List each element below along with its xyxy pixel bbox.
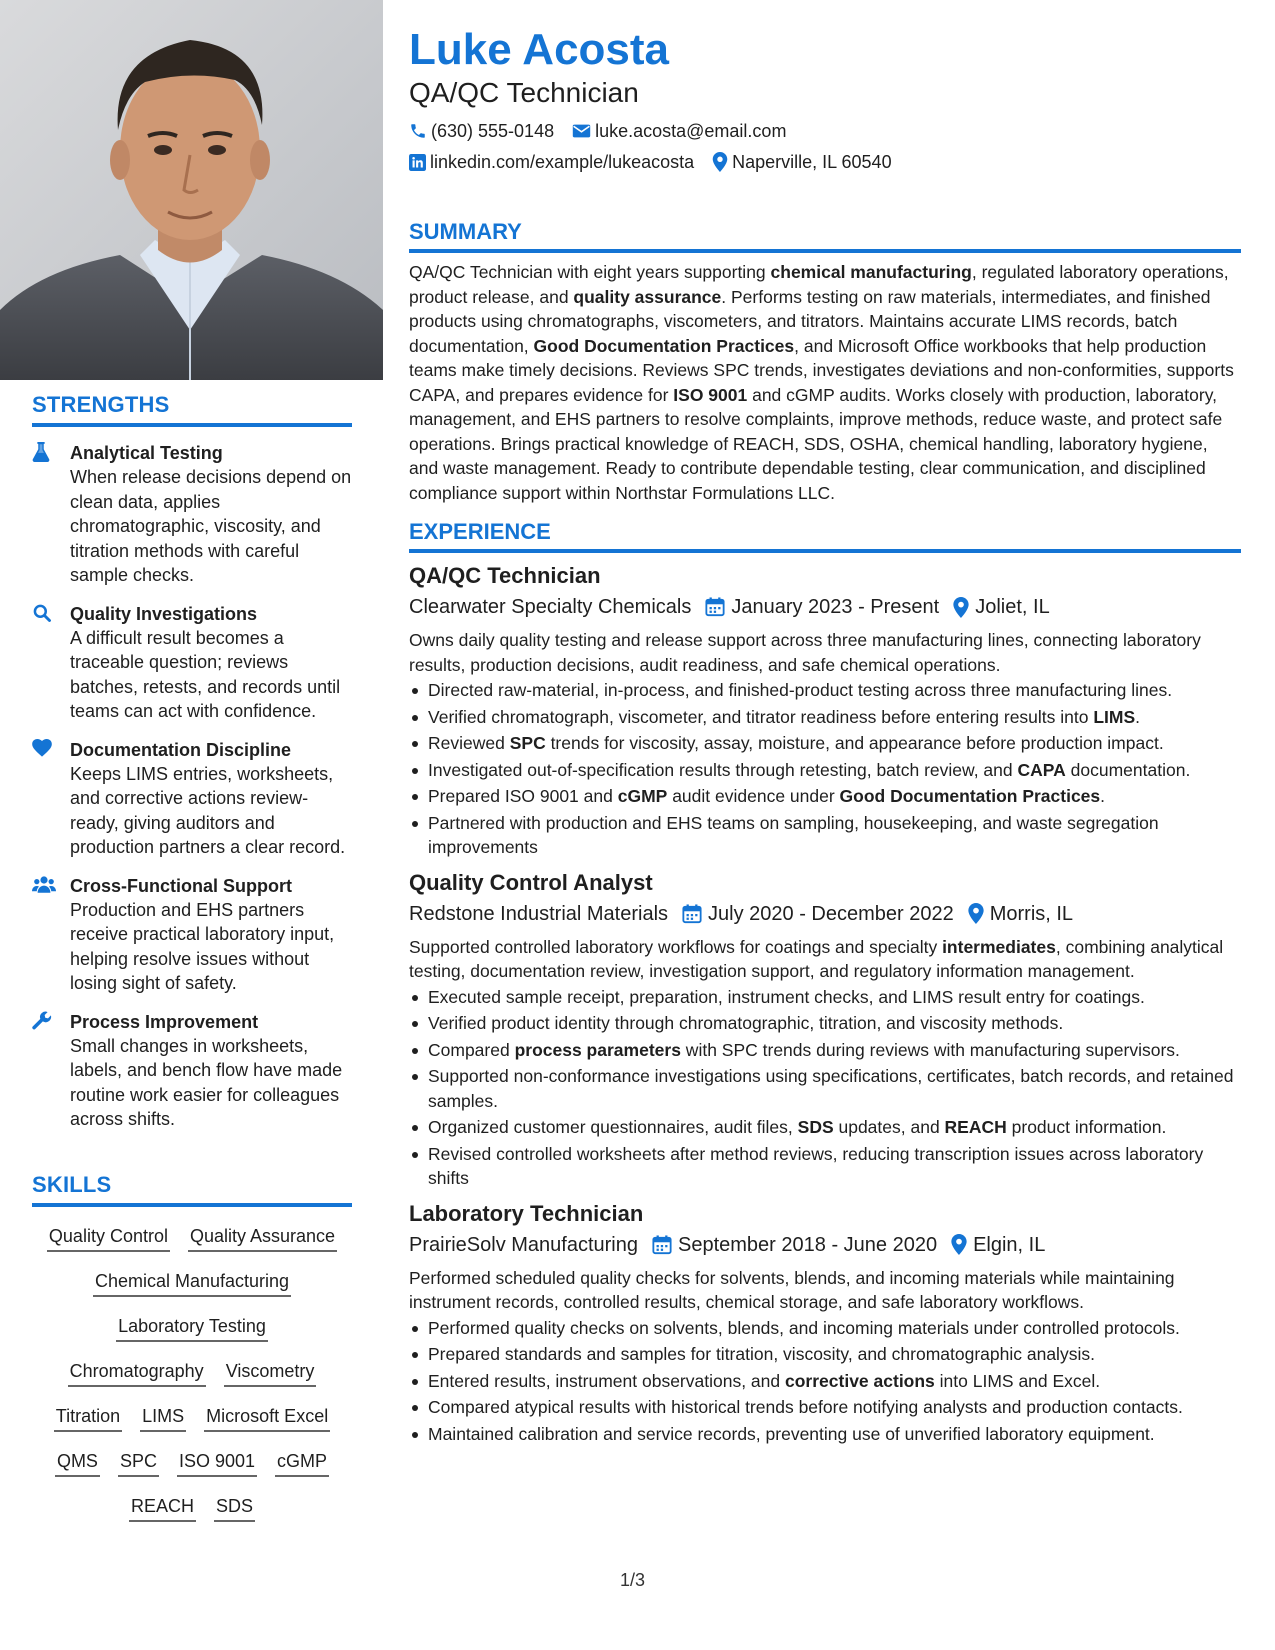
- list-item: Compared process parameters with SPC trends during reviews with manufacturing supervisors.: [409, 1038, 1241, 1063]
- jobs-list: [409, 561, 1241, 1446]
- strength-name: Cross-Functional Support: [70, 875, 292, 896]
- job-dates: [652, 1230, 937, 1260]
- strength-name: Process Improvement: [70, 1011, 259, 1032]
- job-location: [953, 592, 1049, 622]
- skill-tag: Titration: [54, 1404, 122, 1432]
- skill-tag: cGMP: [275, 1449, 329, 1477]
- location-contact: [712, 149, 891, 175]
- list-item: Revised controlled worksheets after method reviews, reducing transcription issues across laboratory shifts: [409, 1142, 1241, 1191]
- left-column: [0, 0, 383, 1650]
- skill-tag: Chromatography: [68, 1359, 206, 1387]
- profile-photo: [0, 0, 383, 380]
- list-item: Organized customer questionnaires, audit files, SDS updates, and REACH product information.: [409, 1115, 1241, 1140]
- job-bullets: [409, 678, 1241, 860]
- skill-tag: ISO 9001: [177, 1449, 257, 1477]
- calendar-icon: [705, 597, 725, 617]
- linkedin-contact[interactable]: [409, 149, 694, 175]
- list-item: Reviewed SPC trends for viscosity, assay, moisture, and appearance before production impact.: [409, 731, 1241, 756]
- flask-icon: [32, 441, 70, 588]
- list-item: Entered results, instrument observations, and corrective actions into LIMS and Excel.: [409, 1369, 1241, 1394]
- strength-description: Small changes in worksheets, labels, and bench flow have made routine work easier for colleagues across shifts.: [70, 1035, 343, 1129]
- strengths-heading: STRENGTHS: [32, 392, 352, 427]
- job-dates-text: July 2020 - December 2022: [708, 902, 954, 925]
- phone-icon: [409, 122, 427, 140]
- list-item: Directed raw-material, in-process, and finished-product testing across three manufacturing lines.: [409, 678, 1241, 703]
- skills-section: [32, 1172, 352, 1530]
- strength-description: Production and EHS partners receive practical laboratory input, helping resolve issues without losing sight of safety.: [70, 899, 335, 993]
- job-meta: [409, 592, 1241, 622]
- job-meta: [409, 1230, 1241, 1260]
- calendar-icon: [682, 904, 702, 924]
- list-item: Executed sample receipt, preparation, instrument checks, and LIMS result entry for coatings.: [409, 985, 1241, 1010]
- job-location: [951, 1230, 1045, 1260]
- location-text: Naperville, IL 60540: [732, 152, 892, 172]
- skill-row: [32, 1215, 352, 1260]
- skill-row: [32, 1440, 352, 1485]
- skill-tag: QMS: [55, 1449, 100, 1477]
- job-description: Supported controlled laboratory workflows for coatings and specialty intermediates, combining analytical testing, documentation review, investigation support, and regulatory information management.: [409, 936, 1224, 981]
- candidate-role: QA/QC Technician: [409, 77, 639, 108]
- job-dates-text: January 2023 - Present: [731, 596, 940, 618]
- skills-list: [32, 1215, 352, 1530]
- summary-section: [409, 219, 1241, 505]
- contact-row-2: [409, 149, 1241, 175]
- map-pin-icon: [712, 152, 728, 172]
- job-title: Laboratory Technician: [409, 1200, 644, 1226]
- job-description: Owns daily quality testing and release support across three manufacturing lines, connecting laboratory results, production decisions, audit readiness, and safe chemical operations.: [409, 630, 1201, 675]
- strength-item: [32, 1010, 352, 1132]
- map-pin-icon: [968, 903, 984, 924]
- skill-tag: Chemical Manufacturing: [93, 1269, 291, 1297]
- skill-tag: REACH: [129, 1494, 196, 1522]
- job-dates: [682, 899, 954, 929]
- skill-tag: Quality Assurance: [188, 1224, 337, 1252]
- strength-item: [32, 738, 352, 860]
- skill-tag: SDS: [214, 1494, 255, 1522]
- skill-tag: LIMS: [140, 1404, 186, 1432]
- phone-contact[interactable]: [409, 118, 554, 144]
- strength-name: Documentation Discipline: [70, 739, 292, 760]
- users-icon: [32, 874, 70, 996]
- job-title: QA/QC Technician: [409, 563, 601, 588]
- linkedin-text: linkedin.com/example/lukeacosta: [430, 152, 695, 172]
- envelope-icon: [572, 123, 591, 139]
- linkedin-icon: [409, 154, 426, 171]
- job-entry: [409, 868, 1241, 1191]
- strength-item: [32, 602, 352, 724]
- job-company: Redstone Industrial Materials: [409, 902, 669, 925]
- job-bullets: [409, 1316, 1241, 1447]
- page-number: 1/3: [620, 1570, 646, 1590]
- skill-tag: Viscometry: [224, 1359, 317, 1387]
- skill-row: [32, 1305, 352, 1350]
- skill-tag: SPC: [118, 1449, 159, 1477]
- job-entry: [409, 1199, 1241, 1447]
- right-column: [409, 24, 1241, 1448]
- skill-tag: Laboratory Testing: [116, 1314, 268, 1342]
- strengths-section: [32, 392, 352, 1132]
- list-item: Performed quality checks on solvents, blends, and incoming materials under controlled protocols.: [409, 1316, 1241, 1341]
- calendar-icon: [652, 1235, 672, 1255]
- list-item: Verified product identity through chromatographic, titration, and viscosity methods.: [409, 1011, 1241, 1036]
- skill-row: [32, 1260, 352, 1305]
- strength-description: When release decisions depend on clean data, applies chromatographic, viscosity, and titration methods with careful sample checks.: [70, 467, 352, 585]
- list-item: Compared atypical results with historical trends before notifying analysts and production contacts.: [409, 1395, 1241, 1420]
- list-item: Investigated out-of-specification results through retesting, batch review, and CAPA documentation.: [409, 758, 1241, 783]
- job-meta: [409, 899, 1241, 929]
- job-bullets: [409, 985, 1241, 1191]
- skills-heading: SKILLS: [32, 1172, 352, 1207]
- skill-tag: Quality Control: [47, 1224, 170, 1252]
- strength-name: Quality Investigations: [70, 603, 258, 624]
- heart-icon: [32, 738, 70, 860]
- list-item: Supported non-conformance investigations using specifications, certificates, batch records, and retained samples.: [409, 1064, 1241, 1113]
- map-pin-icon: [953, 597, 969, 618]
- job-location-text: Elgin, IL: [973, 1233, 1046, 1256]
- job-description: Performed scheduled quality checks for solvents, blends, and incoming materials while maintaining instrument records, controlled results, chemical storage, and safe laboratory workflows.: [409, 1267, 1175, 1312]
- skill-row: [32, 1350, 352, 1395]
- strength-item: [32, 874, 352, 996]
- strengths-list: [32, 441, 352, 1132]
- summary-heading: SUMMARY: [409, 219, 1241, 253]
- email-text: luke.acosta@email.com: [595, 121, 787, 141]
- candidate-name: Luke Acosta: [409, 25, 670, 74]
- job-dates-text: September 2018 - June 2020: [678, 1233, 938, 1256]
- wrench-icon: [32, 1010, 70, 1132]
- job-location-text: Morris, IL: [989, 902, 1074, 925]
- list-item: Maintained calibration and service records, preventing use of unverified laboratory equipment.: [409, 1422, 1241, 1447]
- job-company: PrairieSolv Manufacturing: [409, 1233, 638, 1256]
- email-contact[interactable]: [572, 118, 786, 144]
- summary-text: QA/QC Technician with eight years supporting chemical manufacturing, regulated laboratory operations, product release, and quality assurance. Performs testing on raw materials, intermediates, and finished products using chromatographs, viscometers, and titrators. Maintains accurate LIMS records, batch documentation, Good Documentation Practices, and Microsoft Office workbooks that help production teams make timely decisions. Reviews SPC trends, investigates deviations and non-conformities, supports CAPA, and prepares evidence for ISO 9001 and cGMP audits. Works closely with production, laboratory, management, and EHS partners to resolve complaints, improve methods, reduce waste, and protect safe operations. Brings practical knowledge of REACH, SDS, OSHA, chemical handling, laboratory hygiene, and waste management. Ready to contribute dependable testing, clear communication, and disciplined compliance support within Northstar Formulations LLC.: [409, 262, 1234, 503]
- skill-row: [32, 1395, 352, 1440]
- job-dates: [705, 592, 939, 622]
- experience-heading: EXPERIENCE: [409, 519, 1241, 553]
- job-entry: [409, 561, 1241, 860]
- search-icon: [32, 602, 70, 724]
- job-location: [968, 899, 1073, 929]
- job-location-text: Joliet, IL: [975, 596, 1050, 618]
- strength-description: Keeps LIMS entries, worksheets, and corrective actions review-ready, giving auditors and production partners a clear record.: [70, 763, 346, 857]
- skill-row: [32, 1485, 352, 1530]
- experience-section: [409, 519, 1241, 1446]
- list-item: Verified chromatograph, viscometer, and titrator readiness before entering results into LIMS.: [409, 705, 1241, 730]
- contact-row-1: [409, 118, 1241, 144]
- phone-text: (630) 555-0148: [431, 121, 555, 141]
- strength-item: [32, 441, 352, 588]
- strength-description: A difficult result becomes a traceable question; reviews batches, retests, and records until teams can act with confidence.: [70, 627, 341, 721]
- strength-name: Analytical Testing: [70, 443, 223, 463]
- job-title: Quality Control Analyst: [409, 869, 653, 895]
- map-pin-icon: [951, 1234, 967, 1255]
- list-item: Prepared standards and samples for titration, viscosity, and chromatographic analysis.: [409, 1342, 1241, 1367]
- list-item: Prepared ISO 9001 and cGMP audit evidence under Good Documentation Practices.: [409, 784, 1241, 809]
- job-company: Clearwater Specialty Chemicals: [409, 596, 692, 618]
- skill-tag: Microsoft Excel: [204, 1404, 330, 1432]
- list-item: Partnered with production and EHS teams on sampling, housekeeping, and waste segregation improvements: [409, 811, 1241, 860]
